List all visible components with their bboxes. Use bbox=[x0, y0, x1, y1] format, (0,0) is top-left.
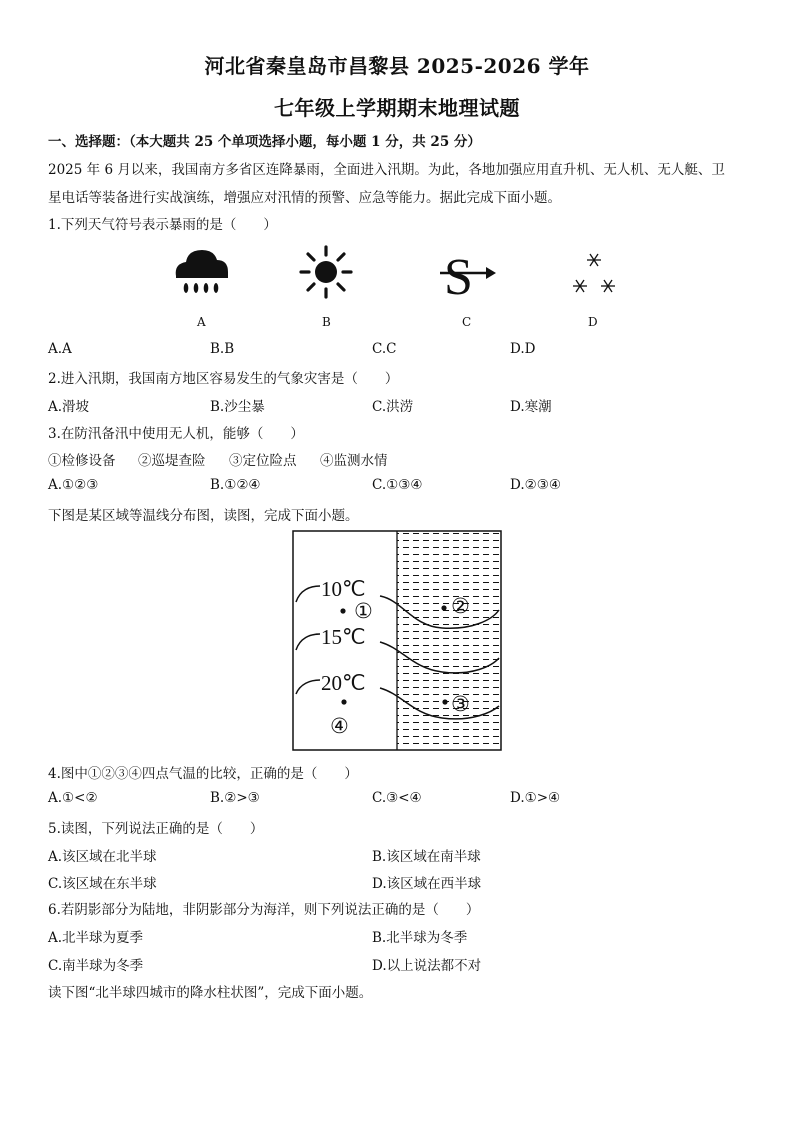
q2-option-a[interactable]: A.滑坡 bbox=[48, 399, 90, 415]
q6-option-d[interactable]: D.以上说法都不对 bbox=[372, 958, 482, 974]
q2-option-c[interactable]: C.洪涝 bbox=[372, 399, 414, 415]
point-4: ④ bbox=[330, 714, 349, 738]
icon-label-c: C bbox=[462, 315, 472, 329]
q6-stem: 6.若阴影部分为陆地，非阴影部分为海洋，则下列说法正确的是（ ） bbox=[48, 902, 480, 918]
q3-item-4: ④监测水情 bbox=[320, 453, 388, 469]
point-2: ② bbox=[451, 594, 470, 618]
intro-line2: 星电话等装备进行实战演练，增强应对汛情的预警、应急等能力。据此完成下面小题。 bbox=[48, 190, 561, 206]
q3-item-3: ③定位险点 bbox=[229, 453, 297, 469]
q4-option-d[interactable]: D.①>④ bbox=[510, 790, 561, 806]
q5-option-a[interactable]: A.该区域在北半球 bbox=[48, 849, 157, 865]
sea-hatched-area bbox=[397, 531, 501, 750]
q5-stem: 5.读图，下列说法正确的是（ ） bbox=[48, 821, 264, 837]
q2-option-b[interactable]: B.沙尘暴 bbox=[210, 399, 265, 415]
isotherm-label-10: 10℃ bbox=[321, 577, 366, 601]
chart-intro: 读下图“北半球四城市的降水柱状图”，完成下面小题。 bbox=[48, 985, 373, 1001]
intro-line1: 2025 年 6 月以来，我国南方多省区连降暴雨，全面进入汛期。为此，各地加强应用直升机、无人机、无人艇、卫 bbox=[48, 162, 725, 178]
q4-option-a[interactable]: A.①<② bbox=[48, 790, 98, 806]
q3-item-1: ①检修设备 bbox=[48, 453, 116, 469]
q4-option-b[interactable]: B.②>③ bbox=[210, 790, 260, 806]
rain-cloud-icon bbox=[170, 244, 234, 300]
isotherm-map bbox=[292, 530, 502, 752]
q6-option-b[interactable]: B.北半球为冬季 bbox=[372, 930, 468, 946]
svg-text:S: S bbox=[444, 249, 473, 300]
q1-option-d[interactable]: D.D bbox=[510, 341, 536, 357]
page-title-line2: 七年级上学期期末地理试题 bbox=[274, 96, 520, 120]
map-intro: 下图是某区域等温线分布图，读图，完成下面小题。 bbox=[48, 508, 359, 524]
isotherm-label-20: 20℃ bbox=[321, 671, 366, 695]
icon-label-a: A bbox=[197, 315, 206, 329]
q2-option-d[interactable]: D.寒潮 bbox=[510, 399, 552, 415]
q3-option-a[interactable]: A.①②③ bbox=[48, 477, 99, 493]
q3-option-c[interactable]: C.①③④ bbox=[372, 477, 423, 493]
q1-option-b[interactable]: B.B bbox=[210, 341, 235, 357]
q5-option-d[interactable]: D.该区域在西半球 bbox=[372, 876, 482, 892]
point-1: ① bbox=[354, 599, 373, 623]
q1-option-c[interactable]: C.C bbox=[372, 341, 397, 357]
icon-label-b: B bbox=[322, 315, 331, 329]
q5-option-c[interactable]: C.该区域在东半球 bbox=[48, 876, 157, 892]
sandstorm-icon bbox=[436, 244, 500, 300]
q3-option-b[interactable]: B.①②④ bbox=[210, 477, 261, 493]
q3-stem: 3.在防汛备汛中使用无人机，能够（ ） bbox=[48, 426, 304, 442]
point-3: ③ bbox=[451, 692, 470, 716]
q2-stem: 2.进入汛期，我国南方地区容易发生的气象灾害是（ ） bbox=[48, 371, 399, 387]
q5-option-b[interactable]: B.该区域在南半球 bbox=[372, 849, 481, 865]
isotherm-label-15: 15℃ bbox=[321, 625, 366, 649]
q4-option-c[interactable]: C.③<④ bbox=[372, 790, 422, 806]
q3-option-d[interactable]: D.②③④ bbox=[510, 477, 561, 493]
page-title-line1: 河北省秦皇岛市昌黎县 2025-2026 学年 bbox=[204, 54, 590, 78]
q1-option-a[interactable]: A.A bbox=[48, 341, 72, 357]
q3-item-2: ②巡堤查险 bbox=[138, 453, 206, 469]
section-heading: 一、选择题：（本大题共 25 个单项选择小题，每小题 1 分，共 25 分） bbox=[48, 134, 481, 150]
icon-label-d: D bbox=[588, 315, 598, 329]
sun-icon bbox=[296, 244, 356, 300]
q4-stem: 4.图中①②③④四点气温的比较，正确的是（ ） bbox=[48, 766, 358, 782]
q6-option-c[interactable]: C.南半球为冬季 bbox=[48, 958, 144, 974]
q6-option-a[interactable]: A.北半球为夏季 bbox=[48, 930, 144, 946]
q1-stem: 1.下列天气符号表示暴雨的是（ ） bbox=[48, 217, 277, 233]
snow-icon bbox=[566, 248, 622, 300]
